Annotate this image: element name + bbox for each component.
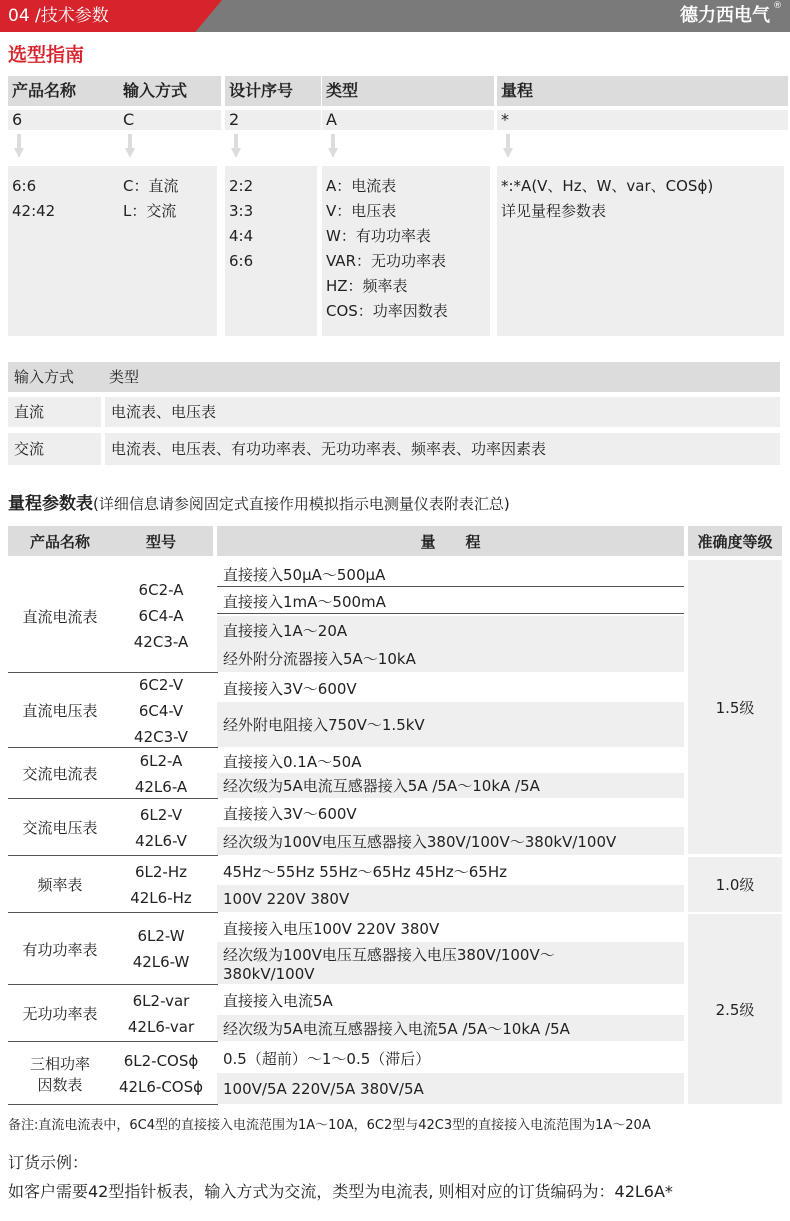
down-arrow-icon [328,134,338,158]
model-cell [109,749,213,798]
params-title: 量程参数表 [8,494,93,514]
model-cell [109,560,213,672]
model-number: 42L6-COSϕ [118,1077,204,1096]
model-number: 42C3-A [133,633,189,651]
product-name: 直流电压表 [22,702,98,720]
range-cell: 380kV/100V [217,963,684,984]
model-cell [109,857,213,912]
model-number: 6L2-W [137,927,185,945]
model-number: 42L6-W [132,953,190,971]
input-table-row [8,433,780,465]
model-number: 6C2-A [138,581,184,599]
down-arrow-icon [14,134,24,158]
guide-option: 6:6 [12,177,37,195]
guide-option: HZ：频率表 [326,277,408,295]
model-number: 6L2-Hz [134,862,187,881]
model-number: 42L6-Hz [130,888,192,907]
product-name-cell [8,1043,112,1104]
guide-col-options [225,166,317,336]
product-name: 三相功率 [29,1054,90,1073]
range-cell: 直接接入电压100V 220V 380V [223,919,440,938]
product-name-cell [8,800,112,855]
input-header-cell: 输入方式 [14,368,75,386]
model-cell [109,674,213,747]
params-header-cell: 准确度等级 [688,526,782,556]
product-name: 交流电流表 [22,765,98,783]
product-name-cell [8,914,112,984]
guide-option: 42:42 [12,202,56,220]
range-cell: 经外附分流器接入5A～10kA [217,644,684,672]
model-number: 6C4-V [138,701,184,720]
guide-col-head: 输入方式 [119,76,221,106]
product-name-cell [8,560,112,672]
guide-option: V：电压表 [326,202,397,220]
params-header-cell: 产品名称 [8,526,112,556]
model-number: 6C4-A [138,607,184,625]
group-separator [8,984,218,985]
accuracy-class-cell: 1.0级 [688,857,782,912]
accuracy-class-cell: 2.5级 [688,914,782,1104]
product-name-cell [8,749,112,798]
model-cell [109,986,213,1041]
model-number: 42L6-V [135,831,187,850]
range-cell: 经次级为100V电压互感器接入电压380V/100V～ [217,942,684,966]
group-separator [8,747,218,748]
order-example-text: 如客户需要42型指针板表，输入方式为交流，类型为电流表, 则相对应的订货编码为：42L6A* [8,1182,673,1201]
model-number: 6C2-V [138,675,184,694]
model-number: 42L6-A [134,777,188,796]
guide-option: VAR：无功功率表 [326,252,446,270]
guide-option: 6:6 [229,252,254,270]
accuracy-class-cell: 1.5级 [688,560,782,854]
range-cell: 经次级为5A电流互感器接入5A /5A～10kA /5A [217,773,684,798]
guide-col-head: 产品名称 [8,76,123,106]
order-example-title: 订货示例： [8,1153,89,1172]
group-separator [8,855,218,856]
guide-col-options [322,166,490,336]
range-cell: 直接接入50μA～500μA [223,565,386,584]
guide-col-head: 类型 [322,76,494,106]
group-separator [8,1041,218,1042]
product-name: 直流电流表 [22,607,98,626]
guide-title: 选型指南 [8,44,85,66]
range-cell: 经次级为5A电流互感器接入电流5A /5A～10kA /5A [217,1015,684,1041]
product-name-cell [8,986,112,1041]
input-header-cell: 类型 [109,368,140,386]
guide-col-code: C [119,110,221,130]
model-number: 6L2-var [132,991,190,1010]
guide-option: 2:2 [229,177,254,195]
arrow-head [328,148,338,158]
product-name-cell [8,857,112,912]
range-cell: 直接接入0.1A～50A [223,752,362,771]
guide-option: 详见量程参数表 [501,202,607,220]
input-method-cell: 直流 [8,397,101,427]
arrow-head [125,148,135,158]
range-cell: 直接接入3V～600V [223,805,357,823]
input-table-header [8,362,780,392]
guide-option: COS：功率因数表 [326,302,448,320]
guide-option: A：电流表 [326,177,397,195]
guide-col-code: A [322,110,494,130]
guide-option: *:*A(V、Hz、W、var、COSϕ) [501,177,714,195]
range-separator [217,586,684,587]
guide-option: 3:3 [229,202,254,220]
guide-option: C：直流 [123,177,179,195]
model-cell [109,1043,213,1104]
arrow-head [231,148,241,158]
model-number: 42C3-V [134,727,188,746]
range-cell: 直接接入1A～20A [217,616,684,644]
registered-mark: ® [773,1,782,11]
guide-col-head: 设计序号 [225,76,321,106]
input-type-cell: 电流表、电压表、有功功率表、无功功率表、频率表、功率因素表 [105,433,780,465]
range-cell: 45Hz～55Hz 55Hz～65Hz 45Hz～65Hz [223,862,507,881]
arrow-head [503,148,513,158]
model-number: 6L2-V [139,805,183,824]
input-type-cell: 电流表、电压表 [105,397,780,427]
model-number: 6L2-A [139,751,183,770]
input-table-row [8,397,780,427]
product-name-line2: 因数表 [37,1075,83,1094]
params-subtitle: (详细信息请参阅固定式直接作用模拟指示电测量仪表附表汇总) [93,495,510,513]
down-arrow-icon [125,134,135,158]
range-cell: 直接接入电流5A [223,992,333,1010]
model-cell [109,914,213,984]
model-number: 6L2-COSϕ [123,1051,199,1070]
guide-col-code: 6 [8,110,123,130]
range-cell: 100V 220V 380V [217,885,684,912]
guide-col-options [119,166,217,336]
range-cell: 0.5（超前）～1～0.5（滞后） [223,1049,431,1068]
group-separator [8,672,218,673]
guide-col-head: 量程 [497,76,788,106]
product-name: 交流电压表 [22,819,98,837]
range-cell: 经外附电阻接入750V～1.5kV [217,702,684,747]
section-label: 04 /技术参数 [8,6,109,26]
input-method-cell: 交流 [8,433,101,465]
range-cell: 100V/5A 220V/5A 380V/5A [217,1073,684,1104]
guide-option: L：交流 [123,202,177,220]
down-arrow-icon [503,134,513,158]
guide-col-options [8,166,119,336]
remark-text: 备注:直流电流表中，6C4型的直接接入电流范围为1A～10A，6C2型与42C3型的直接接入电流范围为1A～20A [8,1118,651,1133]
model-cell [109,800,213,855]
product-name: 有功功率表 [22,940,98,959]
params-header-cell: 型号 [109,526,213,556]
brand-name: 德力西电气 [680,5,770,26]
product-name: 频率表 [37,876,83,894]
model-number: 42L6-var [127,1017,195,1036]
params-header-cell: 量 程 [217,526,684,556]
group-separator [8,798,218,799]
guide-col-code: * [497,110,788,130]
product-name: 无功功率表 [22,1005,98,1023]
guide-option: 4:4 [229,227,254,245]
guide-col-options [497,166,784,336]
arrow-head [14,148,24,158]
down-arrow-icon [231,134,241,158]
range-separator [217,613,684,614]
group-separator [8,1104,218,1105]
params-heading [8,489,510,514]
group-separator [8,912,218,913]
guide-option: W：有功功率表 [326,227,431,245]
range-cell: 直接接入1mA～500mA [223,592,386,611]
range-cell: 直接接入3V～600V [223,679,357,698]
product-name-cell [8,674,112,747]
range-cell: 经次级为100V电压互感器接入380V/100V～380kV/100V [217,827,684,855]
guide-col-code: 2 [225,110,321,130]
